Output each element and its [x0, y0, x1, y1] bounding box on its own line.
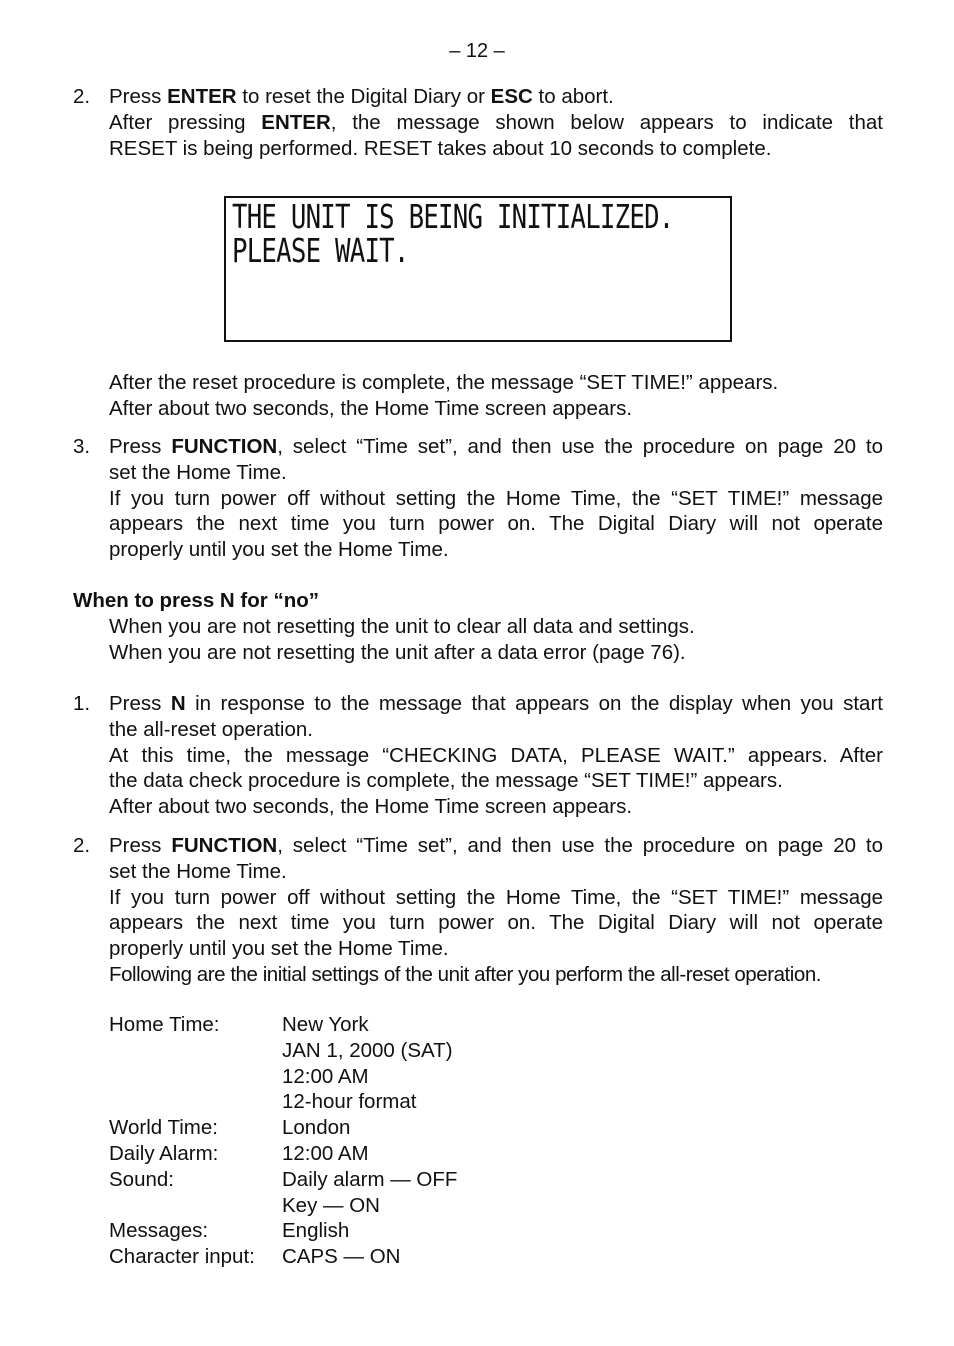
- lcd-display: [224, 196, 732, 342]
- settings-value: London: [282, 1116, 351, 1140]
- step-2-line-2: [109, 110, 883, 136]
- settings-row: [109, 1141, 457, 1167]
- settings-row: [109, 1012, 457, 1038]
- esc-key-label: ESC: [490, 85, 533, 108]
- after-reset-line-1: After the reset procedure is complete, the message “SET TIME!” appears.: [109, 371, 779, 394]
- settings-row: [109, 1038, 457, 1064]
- step-2-line-3: RESET is being performed. RESET takes about 10 seconds to complete.: [109, 136, 772, 160]
- no-step-2-line-1: [109, 833, 883, 859]
- text: to abort.: [532, 85, 614, 108]
- settings-value: 12:00 AM: [282, 1064, 369, 1088]
- step-3-line-2: set the Home Time.: [109, 460, 287, 484]
- when-no-line-1: When you are not resetting the unit to clear all data and settings.: [109, 615, 695, 638]
- no-step-1-text: [109, 691, 883, 820]
- text: Press: [109, 435, 172, 458]
- step-number: 2.: [73, 834, 91, 857]
- initial-settings-list: [109, 1012, 457, 1270]
- when-no-text: [109, 614, 883, 666]
- no-step-2-text: [109, 833, 883, 988]
- settings-row: [109, 1244, 457, 1270]
- no-step-1-line-2: the all-reset operation.: [109, 717, 313, 741]
- function-key-label: FUNCTION: [171, 834, 278, 857]
- when-no-line-2: When you are not resetting the unit after a data error (page 76).: [109, 640, 686, 664]
- after-reset-line-2: After about two seconds, the Home Time screen appears.: [109, 396, 633, 420]
- step-3-line-5: properly until you set the Home Time.: [109, 538, 449, 562]
- settings-row: [109, 1193, 457, 1219]
- no-step-2-line-6: Following are the initial settings of the unit after you perform the all-reset operation.: [109, 962, 822, 986]
- step-3-line-1: [109, 434, 883, 460]
- settings-value: English: [282, 1219, 350, 1243]
- settings-row: [109, 1218, 457, 1244]
- settings-row: [109, 1115, 457, 1141]
- step-3-line-3: If you turn power off without setting the Home Time, the “SET TIME!” message: [109, 486, 883, 510]
- settings-label: Sound:: [109, 1167, 174, 1191]
- step-3-line-4: appears the next time you turn power on. The Digital Diary will not operate: [109, 512, 883, 536]
- no-step-1-line-5: After about two seconds, the Home Time screen appears.: [109, 795, 633, 819]
- settings-value: New York: [282, 1013, 369, 1036]
- step-number: 1.: [73, 692, 91, 715]
- text: After pressing: [109, 110, 262, 134]
- step-number: 3.: [73, 435, 91, 458]
- enter-key-label: ENTER: [167, 85, 237, 108]
- no-step-2-line-4: appears the next time you turn power on. The Digital Diary will not operate: [109, 911, 883, 935]
- settings-value: JAN 1, 2000 (SAT): [282, 1038, 453, 1062]
- settings-value: Daily alarm — OFF: [282, 1167, 458, 1191]
- after-reset-text: [109, 370, 883, 422]
- settings-value: Key — ON: [282, 1193, 380, 1217]
- text: Press: [109, 692, 171, 715]
- settings-row: [109, 1089, 457, 1115]
- n-key-label: N: [170, 692, 186, 715]
- settings-label: [109, 1089, 282, 1115]
- function-key-label: FUNCTION: [171, 435, 278, 458]
- no-step-2-line-5: properly until you set the Home Time.: [109, 937, 449, 961]
- settings-row: [109, 1064, 457, 1090]
- settings-label: World Time:: [109, 1116, 218, 1140]
- text: , the message shown below appears to indicate that: [330, 110, 883, 134]
- lcd-message: [232, 197, 674, 270]
- text: Press: [109, 834, 172, 857]
- text: to reset the Digital Diary or: [236, 85, 491, 108]
- step-2-line-1: [109, 84, 883, 110]
- text: Press: [109, 85, 168, 108]
- no-step-1-line-3: At this time, the message “CHECKING DATA, PLEASE WAIT.” appears. After: [109, 743, 883, 767]
- no-step-1-line-1: [109, 691, 883, 717]
- settings-label: [109, 1064, 282, 1090]
- settings-label: Messages:: [109, 1219, 209, 1243]
- settings-row: [109, 1167, 457, 1193]
- settings-label: Daily Alarm:: [109, 1141, 219, 1165]
- section-heading: When to press N for “no”: [73, 589, 319, 612]
- settings-label: [109, 1038, 282, 1064]
- step-number: 2.: [73, 85, 91, 108]
- page-number: – 12 –: [449, 40, 505, 62]
- enter-key-label: ENTER: [261, 110, 331, 134]
- lcd-line-1: THE UNIT IS BEING INITIALIZED.: [232, 197, 674, 236]
- settings-value: 12-hour format: [282, 1090, 417, 1114]
- text: , select “Time set”, and then use the procedure on page 20 to: [277, 435, 883, 458]
- step-3-text: [109, 434, 883, 563]
- settings-value: CAPS — ON: [282, 1245, 401, 1269]
- no-step-2-line-3: If you turn power off without setting the Home Time, the “SET TIME!” message: [109, 885, 883, 909]
- step-2-reset-text: [109, 84, 883, 161]
- text: in response to the message that appears on the display when you start: [185, 692, 883, 715]
- lcd-line-2: PLEASE WAIT.: [232, 231, 409, 270]
- no-step-1-line-4: the data check procedure is complete, the message “SET TIME!” appears.: [109, 769, 783, 793]
- settings-label: Home Time:: [109, 1013, 220, 1036]
- no-step-2-line-2: set the Home Time.: [109, 859, 287, 883]
- settings-label: Character input:: [109, 1245, 255, 1269]
- settings-value: 12:00 AM: [282, 1141, 369, 1165]
- settings-label: [109, 1193, 282, 1219]
- text: , select “Time set”, and then use the procedure on page 20 to: [277, 834, 883, 857]
